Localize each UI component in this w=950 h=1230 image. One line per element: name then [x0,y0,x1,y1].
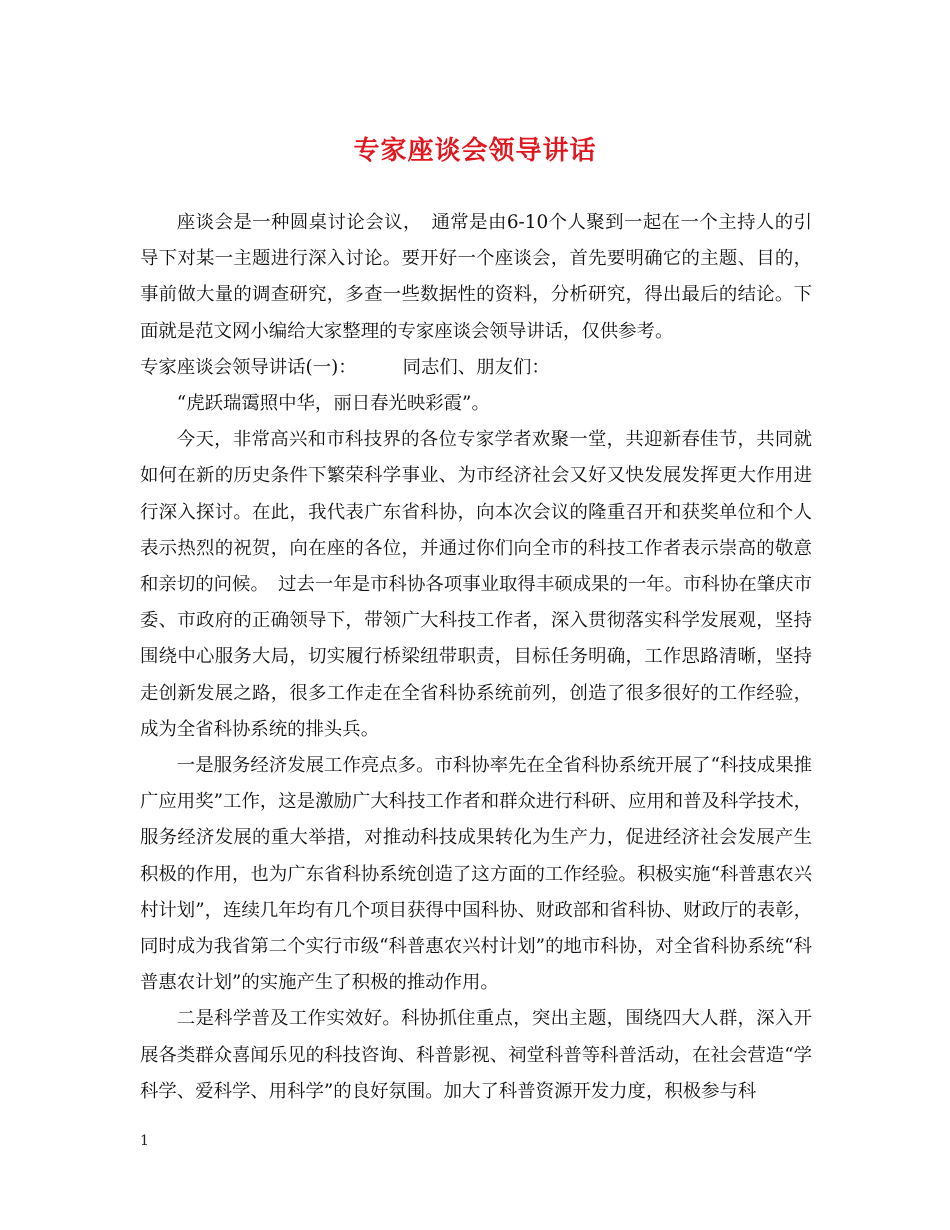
opening-quote: “虎跃瑞霭照中华，丽日春光映彩霞”。 [176,393,490,415]
intro-paragraph: 座谈会是一种圆桌讨论会议， 通常是由6-10个人聚到一起在一个主持人的引导下对某一主题进行深入讨论。要开好一个座谈会，首先要明确它的主题、目的，事前做大量的调查研究，多查一些数据性的资料，分析研究，得出最后的结论。下面就是范文网小编给大家整理的专家座谈会领导讲话，仅供参考。 [140,212,812,342]
body-paragraph-1: 今天，非常高兴和市科技界的各位专家学者欢聚一堂，共迎新春佳节，共同就如何在新的历史条件下繁荣科学事业、为市经济社会又好又快发展发挥更大作用进行深入探讨。在此，我代表广东省科协，向本次会议的隆重召开和获奖单位和个人表示热烈的祝贺，向在座的各位，并通过你们向全市的科技工作者表示崇高的敬意和亲切的问候。 过去一年是市科协各项事业取得丰硕成果的一年。市科协在肇庆市委、市政府的正确领导下，带领广大科技工作者，深入贯彻落实科学发展观，坚持围绕中心服务大局，切实履行桥梁纽带职责，目标任务明确，工作思路清晰，坚持走创新发展之路，很多工作走在全省科协系统前列，创造了很多很好的工作经验，成为全省科协系统的排头兵。 [140,429,812,740]
speech-heading: 专家座谈会领导讲话(一)： 同志们、朋友们： [140,356,550,378]
body-paragraph-2: 一是服务经济发展工作亮点多。市科协率先在全省科协系统开展了“科技成果推广应用奖”工作，这是激励广大科技工作者和群众进行科研、应用和普及科学技术，服务经济发展的重大举措，对推动科技成果转化为生产力，促进经济社会发展产生积极的作用，也为广东省科协系统创造了这方面的工作经验。积极实施“科普惠农兴村计划”，连续几年均有几个项目获得中国科协、财政部和省科协、财政厅的表彰，同时成为我省第二个实行市级“科普惠农兴村计划”的地市科协，对全省科协系统“科普惠农计划”的实施产生了积极的推动作用。 [140,755,812,994]
document-title: 专家座谈会领导讲话 [353,136,597,166]
body-paragraph-3: 二是科学普及工作实效好。科协抓住重点，突出主题，围绕四大人群，深入开展各类群众喜闻乐见的科技咨询、科普影视、祠堂科普等科普活动，在社会营造“学科学、爱科学、用科学”的良好氛围。加大了科普资源开发力度，积极参与科 [140,1008,812,1102]
page-number: 1 [140,1133,149,1149]
document-body [140,205,812,1110]
